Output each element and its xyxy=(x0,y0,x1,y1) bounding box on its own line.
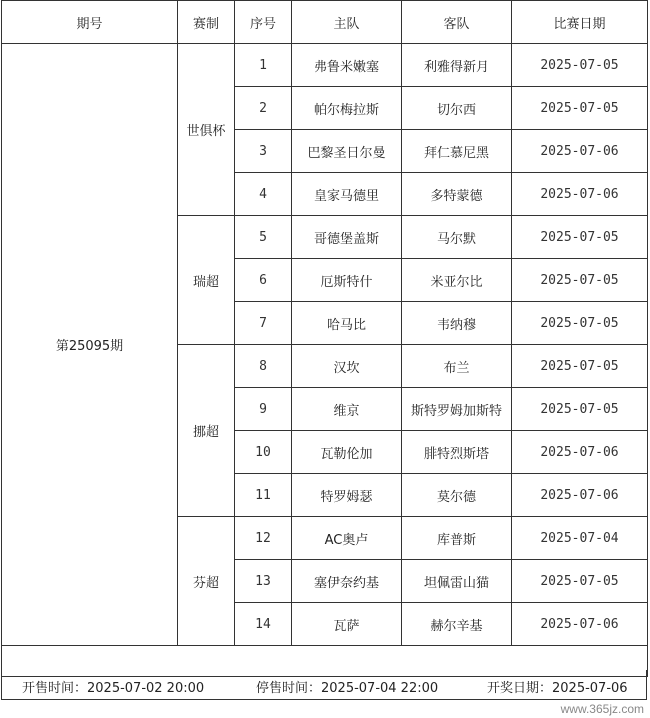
date-cell: 2025-07-05 xyxy=(512,87,648,130)
away-cell: 斯特罗姆加斯特 xyxy=(402,388,512,431)
seq-cell: 6 xyxy=(235,259,292,302)
away-cell: 赫尔辛基 xyxy=(402,603,512,646)
header-seq: 序号 xyxy=(235,1,292,44)
date-cell: 2025-07-05 xyxy=(512,302,648,345)
date-cell: 2025-07-06 xyxy=(512,431,648,474)
seq-cell: 1 xyxy=(235,44,292,87)
group-cell: 挪超 xyxy=(178,345,235,517)
away-cell: 米亚尔比 xyxy=(402,259,512,302)
away-cell: 马尔默 xyxy=(402,216,512,259)
away-cell: 莫尔德 xyxy=(402,474,512,517)
home-cell: 弗鲁米嫩塞 xyxy=(292,44,402,87)
header-away: 客队 xyxy=(402,1,512,44)
date-cell: 2025-07-06 xyxy=(512,173,648,216)
group-cell: 世俱杯 xyxy=(178,44,235,216)
date-cell: 2025-07-05 xyxy=(512,388,648,431)
away-cell: 库普斯 xyxy=(402,517,512,560)
away-cell: 利雅得新月 xyxy=(402,44,512,87)
seq-cell: 11 xyxy=(235,474,292,517)
date-cell: 2025-07-06 xyxy=(512,474,648,517)
header-home: 主队 xyxy=(292,1,402,44)
header-period: 期号 xyxy=(2,1,178,44)
home-cell: 哥德堡盖斯 xyxy=(292,216,402,259)
seq-cell: 3 xyxy=(235,130,292,173)
sale-info-footer xyxy=(1,670,647,700)
seq-cell: 7 xyxy=(235,302,292,345)
open-time: 开售时间：2025-07-02 20:00 xyxy=(22,681,205,696)
home-cell: 瓦萨 xyxy=(292,603,402,646)
header-date: 比赛日期 xyxy=(512,1,648,44)
seq-cell: 9 xyxy=(235,388,292,431)
seq-cell: 5 xyxy=(235,216,292,259)
away-cell: 拜仁慕尼黑 xyxy=(402,130,512,173)
seq-cell: 2 xyxy=(235,87,292,130)
group-cell: 芬超 xyxy=(178,517,235,646)
home-cell: 厄斯特什 xyxy=(292,259,402,302)
draw-date: 开奖日期：2025-07-06 xyxy=(487,681,628,696)
header-row xyxy=(2,1,648,44)
away-cell: 多特蒙德 xyxy=(402,173,512,216)
away-cell: 布兰 xyxy=(402,345,512,388)
date-cell: 2025-07-05 xyxy=(512,560,648,603)
seq-cell: 13 xyxy=(235,560,292,603)
home-cell: 巴黎圣日尔曼 xyxy=(292,130,402,173)
date-cell: 2025-07-05 xyxy=(512,216,648,259)
date-cell: 2025-07-05 xyxy=(512,345,648,388)
home-cell: 皇家马德里 xyxy=(292,173,402,216)
date-cell: 2025-07-06 xyxy=(512,603,648,646)
date-cell: 2025-07-05 xyxy=(512,44,648,87)
stop-time: 停售时间：2025-07-04 22:00 xyxy=(256,681,439,696)
group-cell: 瑞超 xyxy=(178,216,235,345)
table-row xyxy=(2,44,648,87)
header-format: 赛制 xyxy=(178,1,235,44)
seq-cell: 14 xyxy=(235,603,292,646)
home-cell: 瓦勒伦加 xyxy=(292,431,402,474)
home-cell: 哈马比 xyxy=(292,302,402,345)
home-cell: 维京 xyxy=(292,388,402,431)
site-watermark: www.365jz.com xyxy=(560,702,644,716)
seq-cell: 12 xyxy=(235,517,292,560)
home-cell: 塞伊奈约基 xyxy=(292,560,402,603)
away-cell: 切尔西 xyxy=(402,87,512,130)
date-cell: 2025-07-04 xyxy=(512,517,648,560)
lottery-schedule-table xyxy=(1,0,648,677)
home-cell: 汉坎 xyxy=(292,345,402,388)
seq-cell: 10 xyxy=(235,431,292,474)
away-cell: 韦纳穆 xyxy=(402,302,512,345)
date-cell: 2025-07-06 xyxy=(512,130,648,173)
away-cell: 腓特烈斯塔 xyxy=(402,431,512,474)
seq-cell: 4 xyxy=(235,173,292,216)
home-cell: 帕尔梅拉斯 xyxy=(292,87,402,130)
away-cell: 坦佩雷山猫 xyxy=(402,560,512,603)
date-cell: 2025-07-05 xyxy=(512,259,648,302)
home-cell: 特罗姆瑟 xyxy=(292,474,402,517)
seq-cell: 8 xyxy=(235,345,292,388)
home-cell: AC奥卢 xyxy=(292,517,402,560)
period-cell: 第25095期 xyxy=(2,44,178,646)
